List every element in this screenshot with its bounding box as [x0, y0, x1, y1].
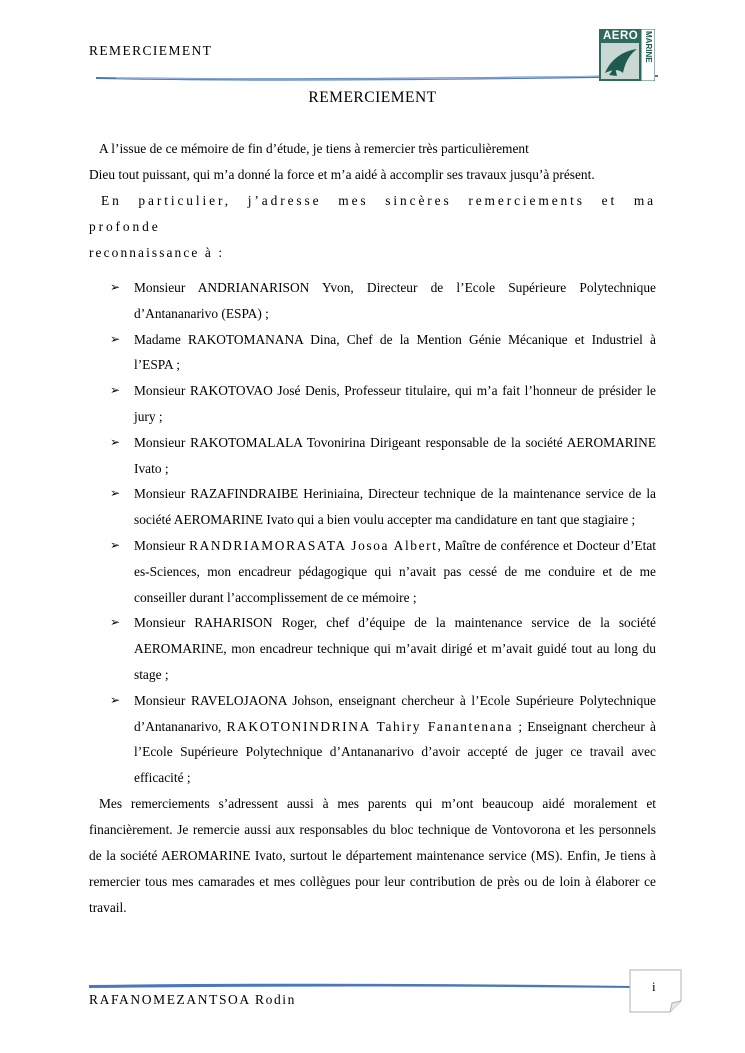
arrow-bullet-icon: ➢ [110, 537, 121, 552]
list-item: ➢ Monsieur RAZAFINDRAIBE Heriniaina, Directeur technique de la maintenance service de la société AEROMARINE Ivato qui a bien voulu accepter ma candidature en tant que stagiaire ; [134, 481, 656, 533]
list-item: ➢ Monsieur RAVELOJAONA Johson, enseignant chercheur à l’Ecole Supérieure Polytechnique d’Antananarivo, RAKOTONINDRINA Tahiry Fanantenana ; Enseignant chercheur à l’Ecole Supérieure Polytechnique d’Antananarivo d’avoir accepté de juger ce travail avec efficacité ; [134, 688, 656, 791]
page-number: i [652, 979, 656, 994]
page-title: REMERCIEMENT [308, 89, 437, 106]
header-divider [96, 66, 658, 84]
logo-word-aero: AERO [603, 30, 639, 42]
logo-word-marine: MARINE [644, 31, 654, 63]
arrow-bullet-icon: ➢ [110, 615, 121, 630]
arrow-bullet-icon: ➢ [110, 331, 121, 346]
arrow-bullet-icon: ➢ [110, 280, 121, 294]
list-item: ➢ Monsieur RANDRIAMORASATA Josoa Albert, Maître de conférence et Docteur d’Etat es-Sciences, mon encadreur pédagogique qui n’avait pas cessé de me conduire et de me conseiller durant l’accomplissement de ce mémoire ; [134, 533, 656, 610]
intro-line-4: reconnaissance à : [89, 245, 225, 260]
intro-line-1: A l’issue de ce mémoire de fin d’étude, je tiens à remercier très particulièrement [99, 141, 529, 156]
arrow-bullet-icon: ➢ [110, 383, 121, 398]
list-item: ➢ Monsieur ANDRIANARISON Yvon, Directeur de l’Ecole Supérieure Polytechnique d’Antananarivo (ESPA) ; [134, 275, 656, 327]
document-body [89, 136, 656, 921]
intro-line-2: Dieu tout puissant, qui m’a donné la force et m’a aidé à accomplir ses travaux jusqu’à présent. [89, 167, 595, 182]
acknowledgement-list [89, 275, 656, 791]
list-item: ➢ Madame RAKOTOMANANA Dina, Chef de la Mention Génie Mécanique et Industriel à l’ESPA ; [134, 327, 656, 379]
list-item: ➢ Monsieur RAKOTOMALALA Tovonirina Dirigeant responsable de la société AEROMARINE Ivato ; [134, 430, 656, 482]
list-item: ➢ Monsieur RAHARISON Roger, chef d’équipe de la maintenance service de la société AEROMARINE, mon encadreur technique qui m’avait dirigé et m’avait guidé tout au long du stage ; [134, 610, 656, 687]
arrow-bullet-icon: ➢ [110, 486, 121, 501]
arrow-bullet-icon: ➢ [110, 692, 121, 707]
closing-paragraph: Mes remerciements s’adressent aussi à mes parents qui m’ont beaucoup aidé moralement et financièrement. Je remercie aussi aux responsables du bloc technique de Vontovorona et les personnels de la société AEROMARINE Ivato, surtout le département maintenance service (MS). Enfin, Je tiens à remercier tous mes camarades et mes collègues pour leur contribution de près ou de loin à élaborer ce travail. [89, 795, 656, 915]
header-running-title: REMERCIEMENT [89, 43, 213, 58]
arrow-bullet-icon: ➢ [110, 434, 121, 449]
list-item: ➢ Monsieur RAKOTOVAO José Denis, Professeur titulaire, qui m’a fait l’honneur de présider le jury ; [134, 378, 656, 430]
intro-line-3: En particulier, j’adresse mes sincères remerciements et ma profonde [89, 193, 656, 234]
aeromarine-logo [599, 29, 655, 81]
footer-author: RAFANOMEZANTSOA Rodin [89, 992, 296, 1007]
